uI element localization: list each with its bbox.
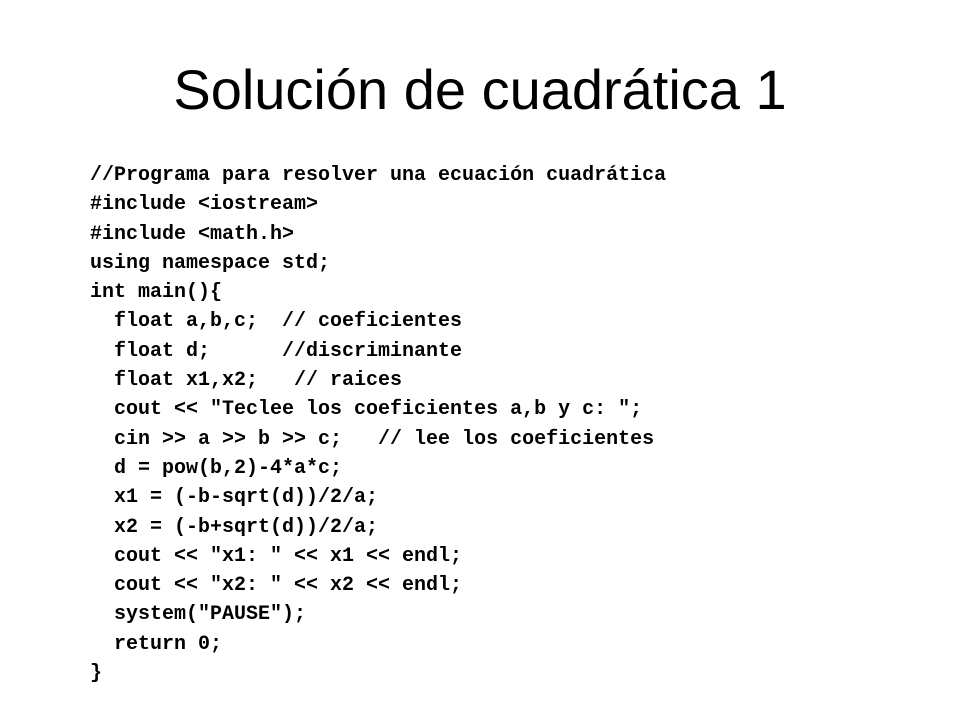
code-line: using namespace std; [90, 251, 331, 275]
code-line: float d; //discriminante [90, 339, 463, 363]
code-line: x1 = (-b-sqrt(d))/2/a; [90, 486, 379, 510]
code-line: int main(){ [90, 281, 223, 305]
code-line: #include <iostream> [90, 193, 319, 217]
code-block [90, 161, 930, 688]
code-line: cout << "x1: " << x1 << endl; [90, 544, 463, 568]
code-line: cin >> a >> b >> c; // lee los coeficientes [90, 427, 655, 451]
code-line: } [90, 662, 103, 686]
code-line: float x1,x2; // raices [90, 369, 403, 393]
code-line: d = pow(b,2)-4*a*c; [90, 456, 343, 480]
code-line: return 0; [90, 632, 223, 656]
code-line: system("PAUSE"); [90, 603, 307, 627]
code-line: cout << "x2: " << x2 << endl; [90, 574, 463, 598]
code-line: #include <math.h> [90, 222, 295, 246]
code-line: cout << "Teclee los coeficientes a,b y c: "; [90, 398, 643, 422]
slide-title: Solución de cuadrática 1 [173, 58, 787, 121]
code-line: //Programa para resolver una ecuación cuadrática [90, 164, 667, 187]
code-line: x2 = (-b+sqrt(d))/2/a; [90, 515, 379, 539]
code-line: float a,b,c; // coeficientes [90, 310, 463, 334]
